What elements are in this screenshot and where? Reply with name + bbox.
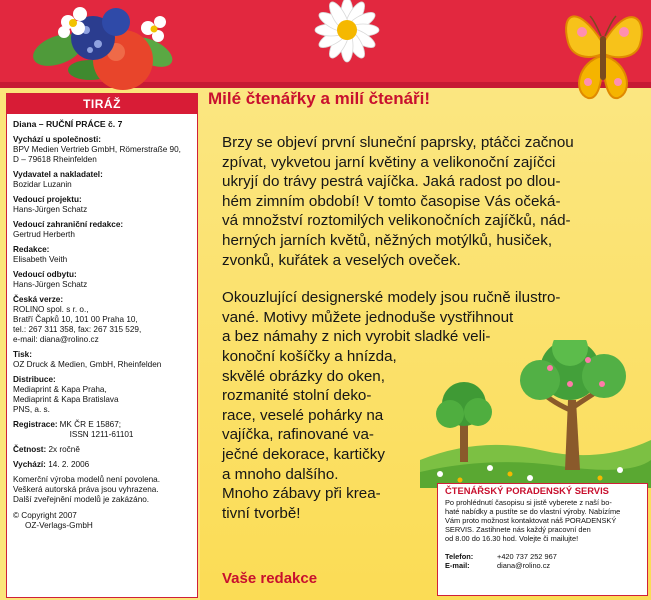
impressum-body [7, 114, 197, 531]
registration-line: ISSN 1211-61101 [69, 430, 134, 439]
magazine-issue: Diana – RUČNÍ PRÁCE č. 7 [13, 119, 123, 129]
section-label: Vedoucí zahraniční redakce: [13, 220, 124, 229]
section-line: Hans-Jürgen Schatz [13, 280, 88, 289]
copyright-line: OZ-Verlags-GmbH [25, 521, 93, 530]
text-line: ječné dekorace, kartičky [222, 445, 385, 463]
section-label: Česká verze: [13, 295, 64, 304]
impressum-section [13, 135, 192, 165]
issued-label: Vychází: [13, 460, 46, 469]
rights-notice [13, 475, 192, 505]
text-line: vajíčka, rafinované va- [222, 426, 374, 444]
notice-line: Komerční výroba modelů není povolena. [13, 475, 161, 484]
article-paragraph-1 [222, 133, 642, 270]
service-title: ČTENÁŘSKÝ PORADENSKÝ SERVIS [445, 485, 609, 496]
text-line: rozmanité stolní deko- [222, 387, 372, 405]
impressum-section [13, 220, 192, 240]
service-text [445, 498, 641, 543]
strawberry-flower-illustration [28, 0, 178, 92]
section-line: Elisabeth Veith [13, 255, 68, 264]
text-line: hém zimním období! V tomto časopise Vás očeká- [222, 192, 561, 210]
section-line: Bratří Čapků 10, 101 00 Praha 10, [13, 315, 138, 324]
section-line: D – 79618 Rheinfelden [13, 155, 97, 164]
impressum-section [13, 295, 192, 345]
frequency-label: Četnost: [13, 445, 47, 454]
butterfly-illustration [558, 2, 648, 110]
section-line: Mediaprint & Kapa Bratislava [13, 395, 119, 404]
impressum-section [13, 195, 192, 215]
text-line: Brzy se objeví první sluneční paprsky, ptáčci začnou [222, 134, 574, 151]
registration-line: MK ČR E 15867; [59, 420, 122, 429]
text-line: Vám proto možnost kontaktovat náš PORADENSKÝ [445, 516, 617, 525]
daisy-flower-illustration [292, 0, 402, 80]
impressum-section [13, 375, 192, 415]
section-label: Tisk: [13, 350, 32, 359]
phone-label: Telefon: [445, 552, 474, 561]
section-line: e-mail: diana@rolino.cz [13, 335, 99, 344]
text-line: herných jarních květů, něžných motýlků, husiček, [222, 231, 553, 249]
section-line: OZ Druck & Medien, GmbH, Rheinfelden [13, 360, 162, 369]
notice-line: Veškerá autorská práva jsou vyhrazena. [13, 485, 159, 494]
impressum-panel [6, 93, 198, 598]
text-line: vané. Motivy můžete jednoduše vystřihnout [222, 308, 514, 326]
article-signature: Vaše redakce [222, 570, 318, 587]
copyright [13, 511, 192, 531]
section-line: tel.: 267 311 358, fax: 267 315 529, [13, 325, 142, 334]
text-line: SERVIS. Zastihnete nás každý pracovní den [445, 525, 591, 534]
article-headline: Milé čtenářky a milí čtenáři! [208, 89, 431, 108]
email-label: E-mail: [445, 561, 470, 570]
frequency-value: 2x ročně [48, 445, 80, 454]
email-value[interactable]: diana@rolino.cz [497, 561, 551, 570]
section-label: Vydavatel a nakladatel: [13, 170, 103, 179]
text-line: tivní tvorbě! [222, 504, 301, 522]
registration-label: Registrace: [13, 420, 58, 429]
text-line: konoční košíčky a hnízda, [222, 347, 397, 365]
section-line: Gertrud Herberth [13, 230, 75, 239]
section-label: Distribuce: [13, 375, 56, 384]
section-label: Vedoucí projektu: [13, 195, 82, 204]
section-line: Mediaprint & Kapa Praha, [13, 385, 107, 394]
article-body [222, 133, 642, 523]
issued-value: 14. 2. 2006 [48, 460, 90, 469]
text-line: skvělé obrázky do oken, [222, 367, 385, 385]
text-line: Mnoho zábavy při krea- [222, 485, 381, 503]
section-line: Hans-Jürgen Schatz [13, 205, 88, 214]
impressum-section [13, 170, 192, 190]
section-label: Vedoucí odbytu: [13, 270, 77, 279]
impressum-sections [13, 135, 192, 415]
section-line: BPV Medien Vertrieb GmbH, Römerstraße 90, [13, 145, 181, 154]
text-line: zvonků, kuřátek a veselých oveček. [222, 251, 461, 269]
text-line: Okouzlující designerské modely jsou ručně ilustro- [222, 289, 561, 307]
phone-value[interactable]: +420 737 252 967 [497, 552, 557, 561]
frequency [13, 445, 192, 455]
service-email [445, 561, 641, 570]
impressum-title: TIRÁŽ [7, 94, 197, 114]
registration [13, 420, 192, 440]
impressum-section [13, 245, 192, 265]
section-line: ROLINO spol. s r. o., [13, 305, 89, 314]
text-line: vá množství roztomilých velikonočních zajíčků, nád- [222, 212, 571, 230]
section-label: Vychází u společnosti: [13, 135, 101, 144]
text-line: od 8.00 do 16.30 hod. Volejte či mailujte! [445, 534, 579, 543]
text-line: haté nabídky a pustíte se do vlastní výroby. Nabízíme [445, 507, 621, 516]
service-contacts [445, 552, 641, 570]
notice-line: Další zveřejnění modelů je zakázáno. [13, 495, 150, 504]
impressum-section [13, 350, 192, 370]
section-label: Redakce: [13, 245, 50, 254]
issued [13, 460, 192, 470]
text-line: race, veselé pohárky na [222, 406, 384, 424]
text-line: ukryjí do trávy pestrá vajíčka. Jaká radost po dlou- [222, 173, 561, 191]
text-line: zpívat, vykvetou jarní květiny a velikonoční zajíčci [222, 153, 556, 171]
text-line: Po prohlédnutí časopisu si jistě vyberete z naší bo- [445, 498, 612, 507]
service-phone [445, 552, 641, 561]
text-line: a mnoho dalšího. [222, 465, 339, 483]
section-line: PNS, a. s. [13, 405, 50, 414]
reader-service-box [437, 483, 648, 596]
impressum-section [13, 270, 192, 290]
text-line: a bez námahy z nich vyrobit sladké veli- [222, 328, 491, 346]
section-line: Bozidar Luzanin [13, 180, 72, 189]
copyright-line: © Copyright 2007 [13, 511, 77, 520]
